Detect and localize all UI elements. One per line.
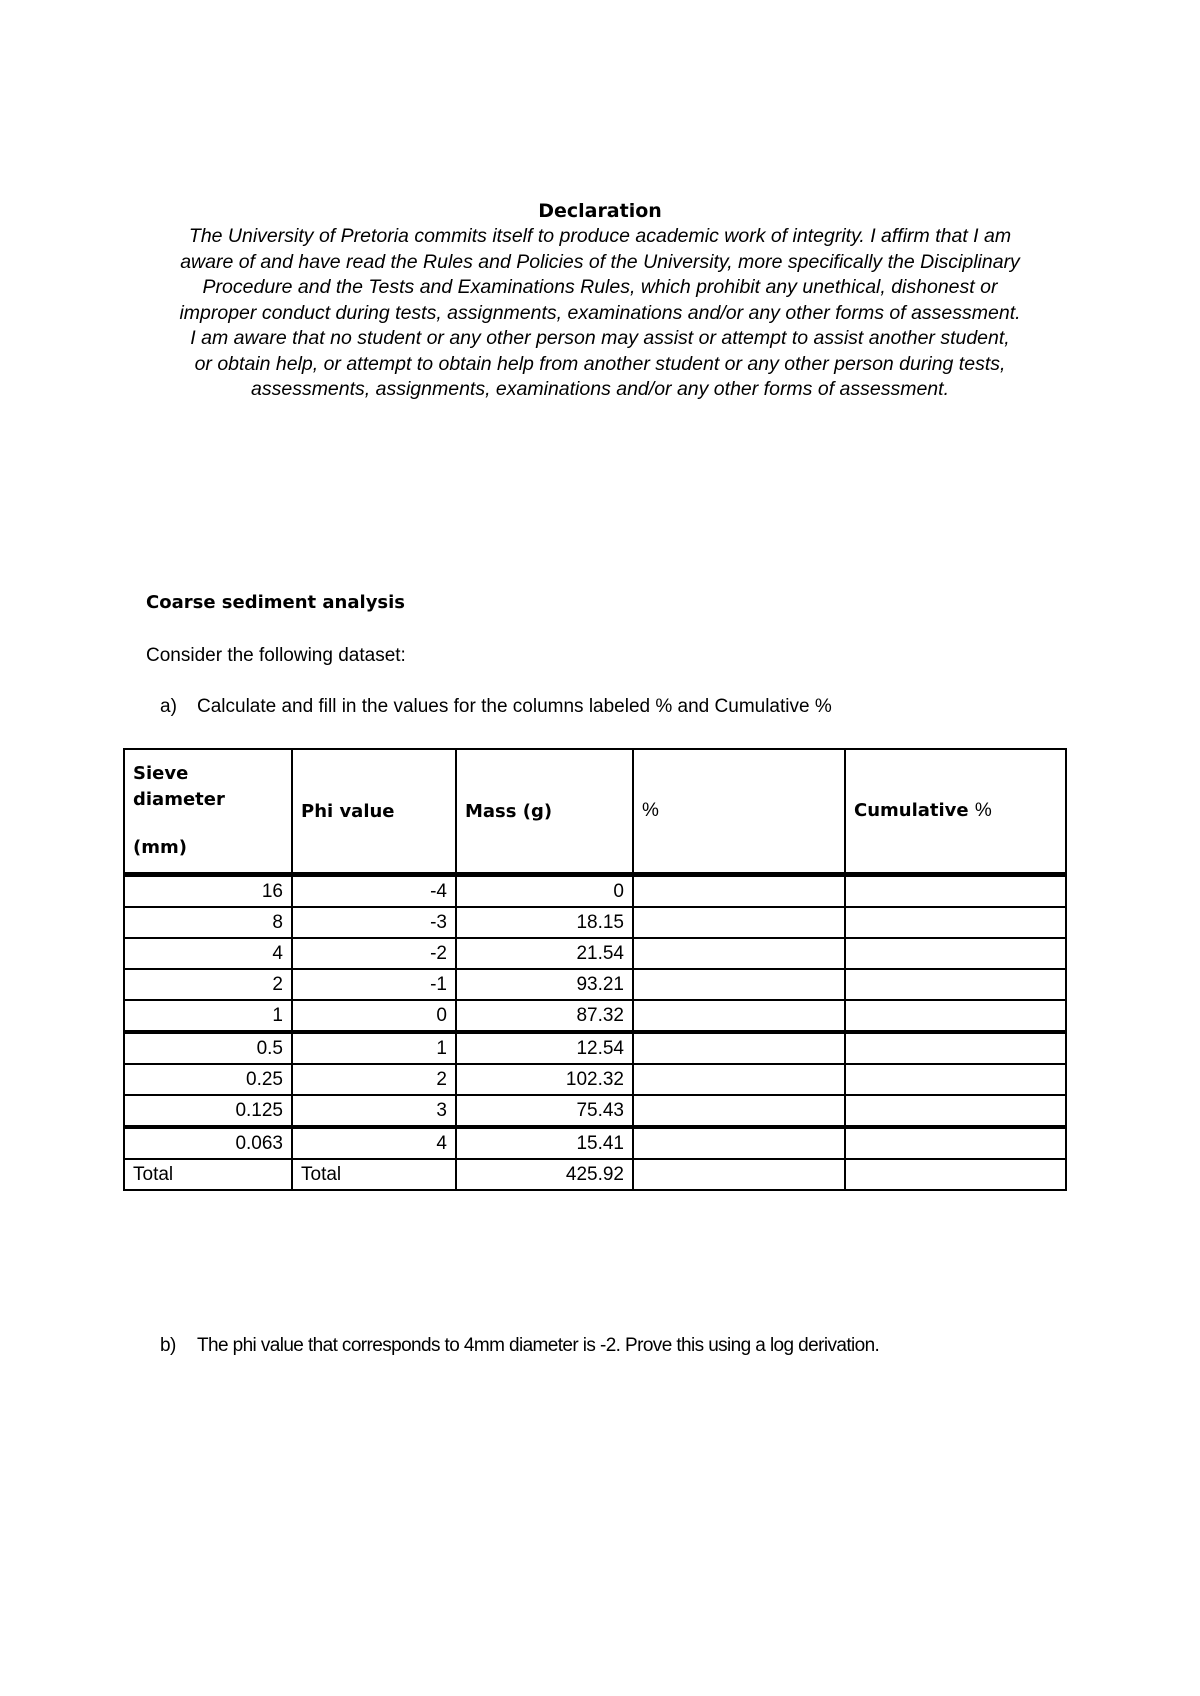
cell-percent[interactable] — [633, 938, 845, 969]
declaration-line: I am aware that no student or any other person may assist or attempt to assist another student, — [190, 327, 1010, 349]
cell-sieve: 16 — [124, 875, 292, 908]
cell-mass: 12.54 — [456, 1032, 633, 1064]
cell-cumulative[interactable] — [845, 938, 1066, 969]
question-a-text: Calculate and fill in the values for the columns labeled % and Cumulative % — [197, 696, 832, 717]
cell-phi: 2 — [292, 1064, 456, 1095]
cell-mass: 21.54 — [456, 938, 633, 969]
declaration-line: or obtain help, or attempt to obtain help from another student or any other person during tests, — [194, 352, 1006, 375]
cell-phi: -1 — [292, 969, 456, 1000]
sediment-table — [123, 748, 1067, 1191]
cell-mass: 0 — [456, 875, 633, 908]
cell-sieve: 0.25 — [124, 1064, 292, 1095]
table-row — [124, 938, 1066, 969]
cell-sieve: 0.5 — [124, 1032, 292, 1064]
header-cumulative — [845, 749, 1066, 875]
declaration-line: The University of Pretoria commits itself to produce academic work of integrity. I affirm that I am — [188, 225, 1012, 247]
cell-cumulative[interactable] — [845, 1095, 1066, 1127]
header-sieve-unit: (mm) — [133, 837, 187, 858]
question-b-letter: b) — [160, 1335, 176, 1356]
cell-sieve: 0.125 — [124, 1095, 292, 1127]
cell-percent[interactable] — [633, 1032, 845, 1064]
cell-total-mass: 425.92 — [456, 1159, 633, 1190]
cell-cumulative[interactable] — [845, 1064, 1066, 1095]
cell-mass: 15.41 — [456, 1127, 633, 1159]
table-row — [124, 1064, 1066, 1095]
cell-total-sieve: Total — [124, 1159, 292, 1190]
header-sieve-line1: Sieve — [133, 763, 189, 784]
cell-total-phi: Total — [292, 1159, 456, 1190]
cell-phi: 1 — [292, 1032, 456, 1064]
cell-percent[interactable] — [633, 875, 845, 908]
table-row — [124, 1032, 1066, 1064]
header-cumulative-label: Cumulative — [854, 800, 969, 821]
declaration-text — [110, 224, 1090, 403]
header-mass: Mass (g) — [456, 749, 633, 875]
table-header-row — [124, 749, 1066, 875]
cell-percent[interactable] — [633, 1095, 845, 1127]
cell-percent[interactable] — [633, 907, 845, 938]
table-row — [124, 969, 1066, 1000]
cell-phi: 4 — [292, 1127, 456, 1159]
question-a-letter: a) — [160, 696, 177, 717]
question-b — [160, 1335, 879, 1357]
question-a — [160, 696, 832, 718]
declaration-line: improper conduct during tests, assignments, examinations and/or any other forms of assessment. — [179, 301, 1021, 324]
cell-phi: 0 — [292, 1000, 456, 1032]
cell-phi: -4 — [292, 875, 456, 908]
cell-mass: 102.32 — [456, 1064, 633, 1095]
table-row — [124, 1000, 1066, 1032]
cell-cumulative[interactable] — [845, 875, 1066, 908]
header-sieve-line2: diameter — [133, 789, 225, 810]
header-percent — [633, 749, 845, 875]
cell-sieve: 8 — [124, 907, 292, 938]
declaration-line: assessments, assignments, examinations and/or any other forms of assessment. — [251, 378, 949, 400]
cell-sieve: 4 — [124, 938, 292, 969]
cell-phi: -2 — [292, 938, 456, 969]
cell-mass: 87.32 — [456, 1000, 633, 1032]
cell-sieve: 0.063 — [124, 1127, 292, 1159]
header-phi-value: Phi value — [292, 749, 456, 875]
section-title: Coarse sediment analysis — [146, 592, 406, 613]
table-row — [124, 875, 1066, 908]
cell-sieve: 1 — [124, 1000, 292, 1032]
cell-mass: 93.21 — [456, 969, 633, 1000]
declaration-line: Procedure and the Tests and Examinations Rules, which prohibit any unethical, dishonest or — [202, 276, 998, 298]
cell-percent[interactable] — [633, 1127, 845, 1159]
cell-phi: 3 — [292, 1095, 456, 1127]
cell-cumulative[interactable] — [845, 969, 1066, 1000]
cell-cumulative[interactable] — [845, 1127, 1066, 1159]
header-cumulative-sign: % — [974, 800, 992, 821]
table-total-row — [124, 1159, 1066, 1190]
declaration-title: Declaration — [538, 200, 662, 222]
cell-total-cumulative[interactable] — [845, 1159, 1066, 1190]
cell-cumulative[interactable] — [845, 1032, 1066, 1064]
cell-percent[interactable] — [633, 1000, 845, 1032]
table-row — [124, 907, 1066, 938]
header-percent-label: % — [642, 800, 659, 821]
intro-text: Consider the following dataset: — [146, 645, 406, 666]
header-sieve-diameter — [124, 749, 292, 875]
cell-percent[interactable] — [633, 969, 845, 1000]
cell-cumulative[interactable] — [845, 1000, 1066, 1032]
declaration-line: aware of and have read the Rules and Policies of the University, more specifically the Disciplinary — [180, 250, 1020, 273]
cell-cumulative[interactable] — [845, 907, 1066, 938]
cell-phi: -3 — [292, 907, 456, 938]
table-row — [124, 1095, 1066, 1127]
question-b-text: The phi value that corresponds to 4mm diameter is -2. Prove this using a log derivation. — [197, 1335, 880, 1356]
cell-sieve: 2 — [124, 969, 292, 1000]
cell-total-percent[interactable] — [633, 1159, 845, 1190]
cell-mass: 75.43 — [456, 1095, 633, 1127]
cell-percent[interactable] — [633, 1064, 845, 1095]
table-row — [124, 1127, 1066, 1159]
cell-mass: 18.15 — [456, 907, 633, 938]
